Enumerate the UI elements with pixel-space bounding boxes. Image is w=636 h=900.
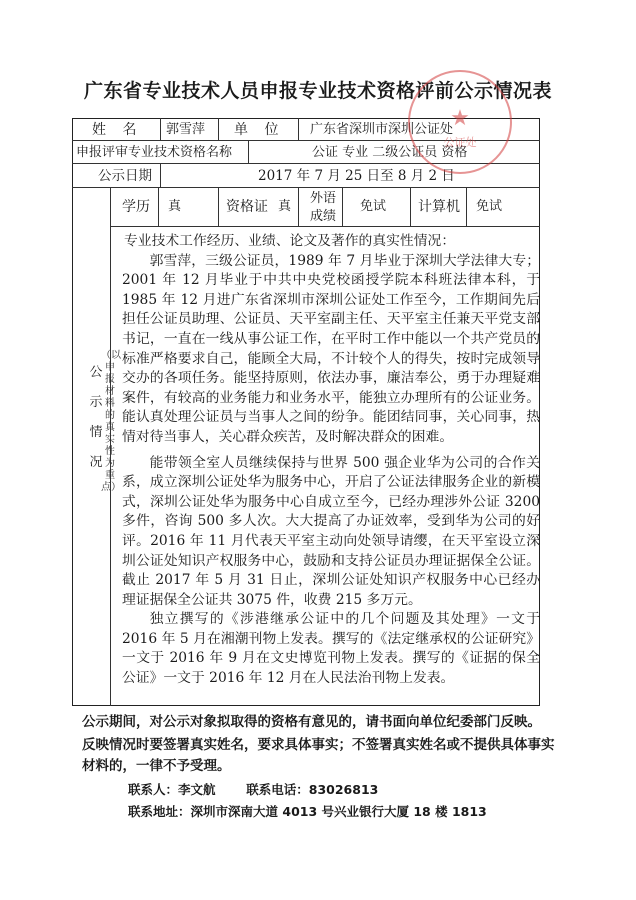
col-divider bbox=[160, 163, 161, 187]
contact-name: 李文航 bbox=[178, 782, 216, 797]
phone-number: 83026813 bbox=[308, 782, 379, 797]
col-divider bbox=[298, 118, 299, 140]
qualification-label: 申报评审专业技术资格名称 bbox=[76, 145, 233, 160]
contact-row bbox=[128, 780, 378, 798]
date-value: 2017 年 7 月 25 日至 8 月 2 日 bbox=[258, 168, 455, 184]
col-divider bbox=[410, 187, 411, 226]
side-char: 公 bbox=[89, 365, 103, 380]
official-seal bbox=[408, 70, 512, 174]
contact-label: 联系人： bbox=[128, 782, 179, 797]
name-label: 姓 名 bbox=[92, 122, 143, 138]
col-divider bbox=[466, 187, 467, 226]
certificate-label: 资格证 bbox=[226, 199, 268, 215]
col-divider bbox=[158, 187, 159, 226]
computer-label: 计算机 bbox=[418, 199, 460, 215]
unit-label: 单 位 bbox=[234, 122, 285, 138]
col-divider bbox=[342, 187, 343, 226]
education-value: 真 bbox=[168, 199, 182, 214]
side-note: （以申报材料的真实性为重点） bbox=[101, 350, 121, 493]
body-paragraph: 独立撰写的《涉港继承公证中的几个问题及其处理》一文于 2016 年 5 月在湘潮刊物上发表。撰写的《法定继承权的公证研究》一文于 2016 年 9 月在文史博览刊物上发表。撰写的《证据的保全公证》一文于 2016 年 12 月在人民法治刊物上发表。 bbox=[122, 611, 540, 687]
notice bbox=[82, 712, 556, 779]
qualification-value: 公证 专业 二级公证员 资格 bbox=[312, 145, 468, 160]
side-char: 情 bbox=[89, 425, 103, 440]
row-divider bbox=[72, 187, 540, 188]
col-divider bbox=[298, 187, 299, 226]
row-divider bbox=[110, 226, 540, 227]
unit-value: 广东省深圳市深圳公证处 bbox=[310, 122, 454, 137]
side-char: 示 bbox=[89, 395, 103, 410]
body-paragraph: 能带领全室人员继续保持与世界 500 强企业华为公司的合作关系，成立深圳公证处华为服务中心，开启了公证法律服务企业的新模式，深圳公证处华为服务中心自成立至今，已经办理涉外公证 3200 多件，咨询 500 多人次。大大提高了办证效率，受到华为公司的好评。2016 年 11 月代表天平室主动向处领导请缨，在天平室设立深圳公证处知识产权服务中心，鼓励和支持公证员办理证据保全公证。截止 2017 年 5 月 31 日止，深圳公证处知识产权服务中心已经办理证据保全公证共 3075 件，收费 215 多万元。 bbox=[122, 454, 540, 608]
col-divider bbox=[160, 118, 161, 140]
col-divider bbox=[248, 140, 249, 163]
side-char: 况 bbox=[89, 455, 103, 470]
address-value: 深圳市深南大道 4013 号兴业银行大厦 18 楼 1813 bbox=[190, 804, 487, 819]
name-value: 郭雪萍 bbox=[166, 122, 206, 137]
foreign-language-value: 免试 bbox=[360, 199, 387, 214]
foreign-language-label: 外语成绩 bbox=[309, 191, 336, 224]
notice-line: 反映情况时要签署真实姓名，要求具体事实；不签署真实姓名或不提供具体事实材料的，一律不予受理。 bbox=[82, 737, 555, 774]
col-divider bbox=[218, 118, 219, 140]
form-title: 广东省专业技术人员申报专业技术资格评前公示情况表 bbox=[83, 80, 552, 102]
address-label: 联系地址： bbox=[128, 804, 191, 819]
star-icon: ★ bbox=[450, 106, 470, 131]
notice-line: 公示期间，对公示对象拟取得的资格有意见的，请书面向单位纪委部门反映。 bbox=[82, 714, 541, 730]
phone-label: 联系电话： bbox=[246, 782, 309, 797]
address-row bbox=[128, 802, 487, 820]
col-divider bbox=[218, 187, 219, 226]
body-text bbox=[122, 232, 540, 689]
seal-text: 公证处 bbox=[443, 136, 477, 149]
date-label: 公示日期 bbox=[98, 168, 152, 184]
body-paragraph: 郭雪萍，三级公证员，1989 年 7 月毕业于深圳大学法律大专；2001 年 12 月毕业于中共中央党校函授学院本科班法律本科，于 1985 年 12 月进广东省深圳市深圳公证处工作至今，工作期间先后担任公证员助理、公证员、天平室副主任、天平室主任兼天平党支部书记，一直在一线从事公证工作，在平时工作中能以一个共产党员的标准严格要求自己，能顾全大局，不计较个人的得失，按时完成领导交办的各项任务。能坚持原则，依法办事，廉洁奉公，勇于办理疑难案件，有较高的业务能力和业务水平，能独立办理所有的公证业务。能认真处理公证员与当事人之间的纷争。能团结同事，关心同事，热情对待当事人，关心群众疾苦，及时解决群众的困难。 bbox=[122, 252, 540, 445]
education-label: 学历 bbox=[122, 199, 150, 215]
certificate-value: 真 bbox=[278, 199, 292, 214]
computer-value: 免试 bbox=[476, 199, 503, 214]
body-intro: 专业技术工作经历、业绩、论文及著作的真实性情况： bbox=[124, 233, 456, 249]
